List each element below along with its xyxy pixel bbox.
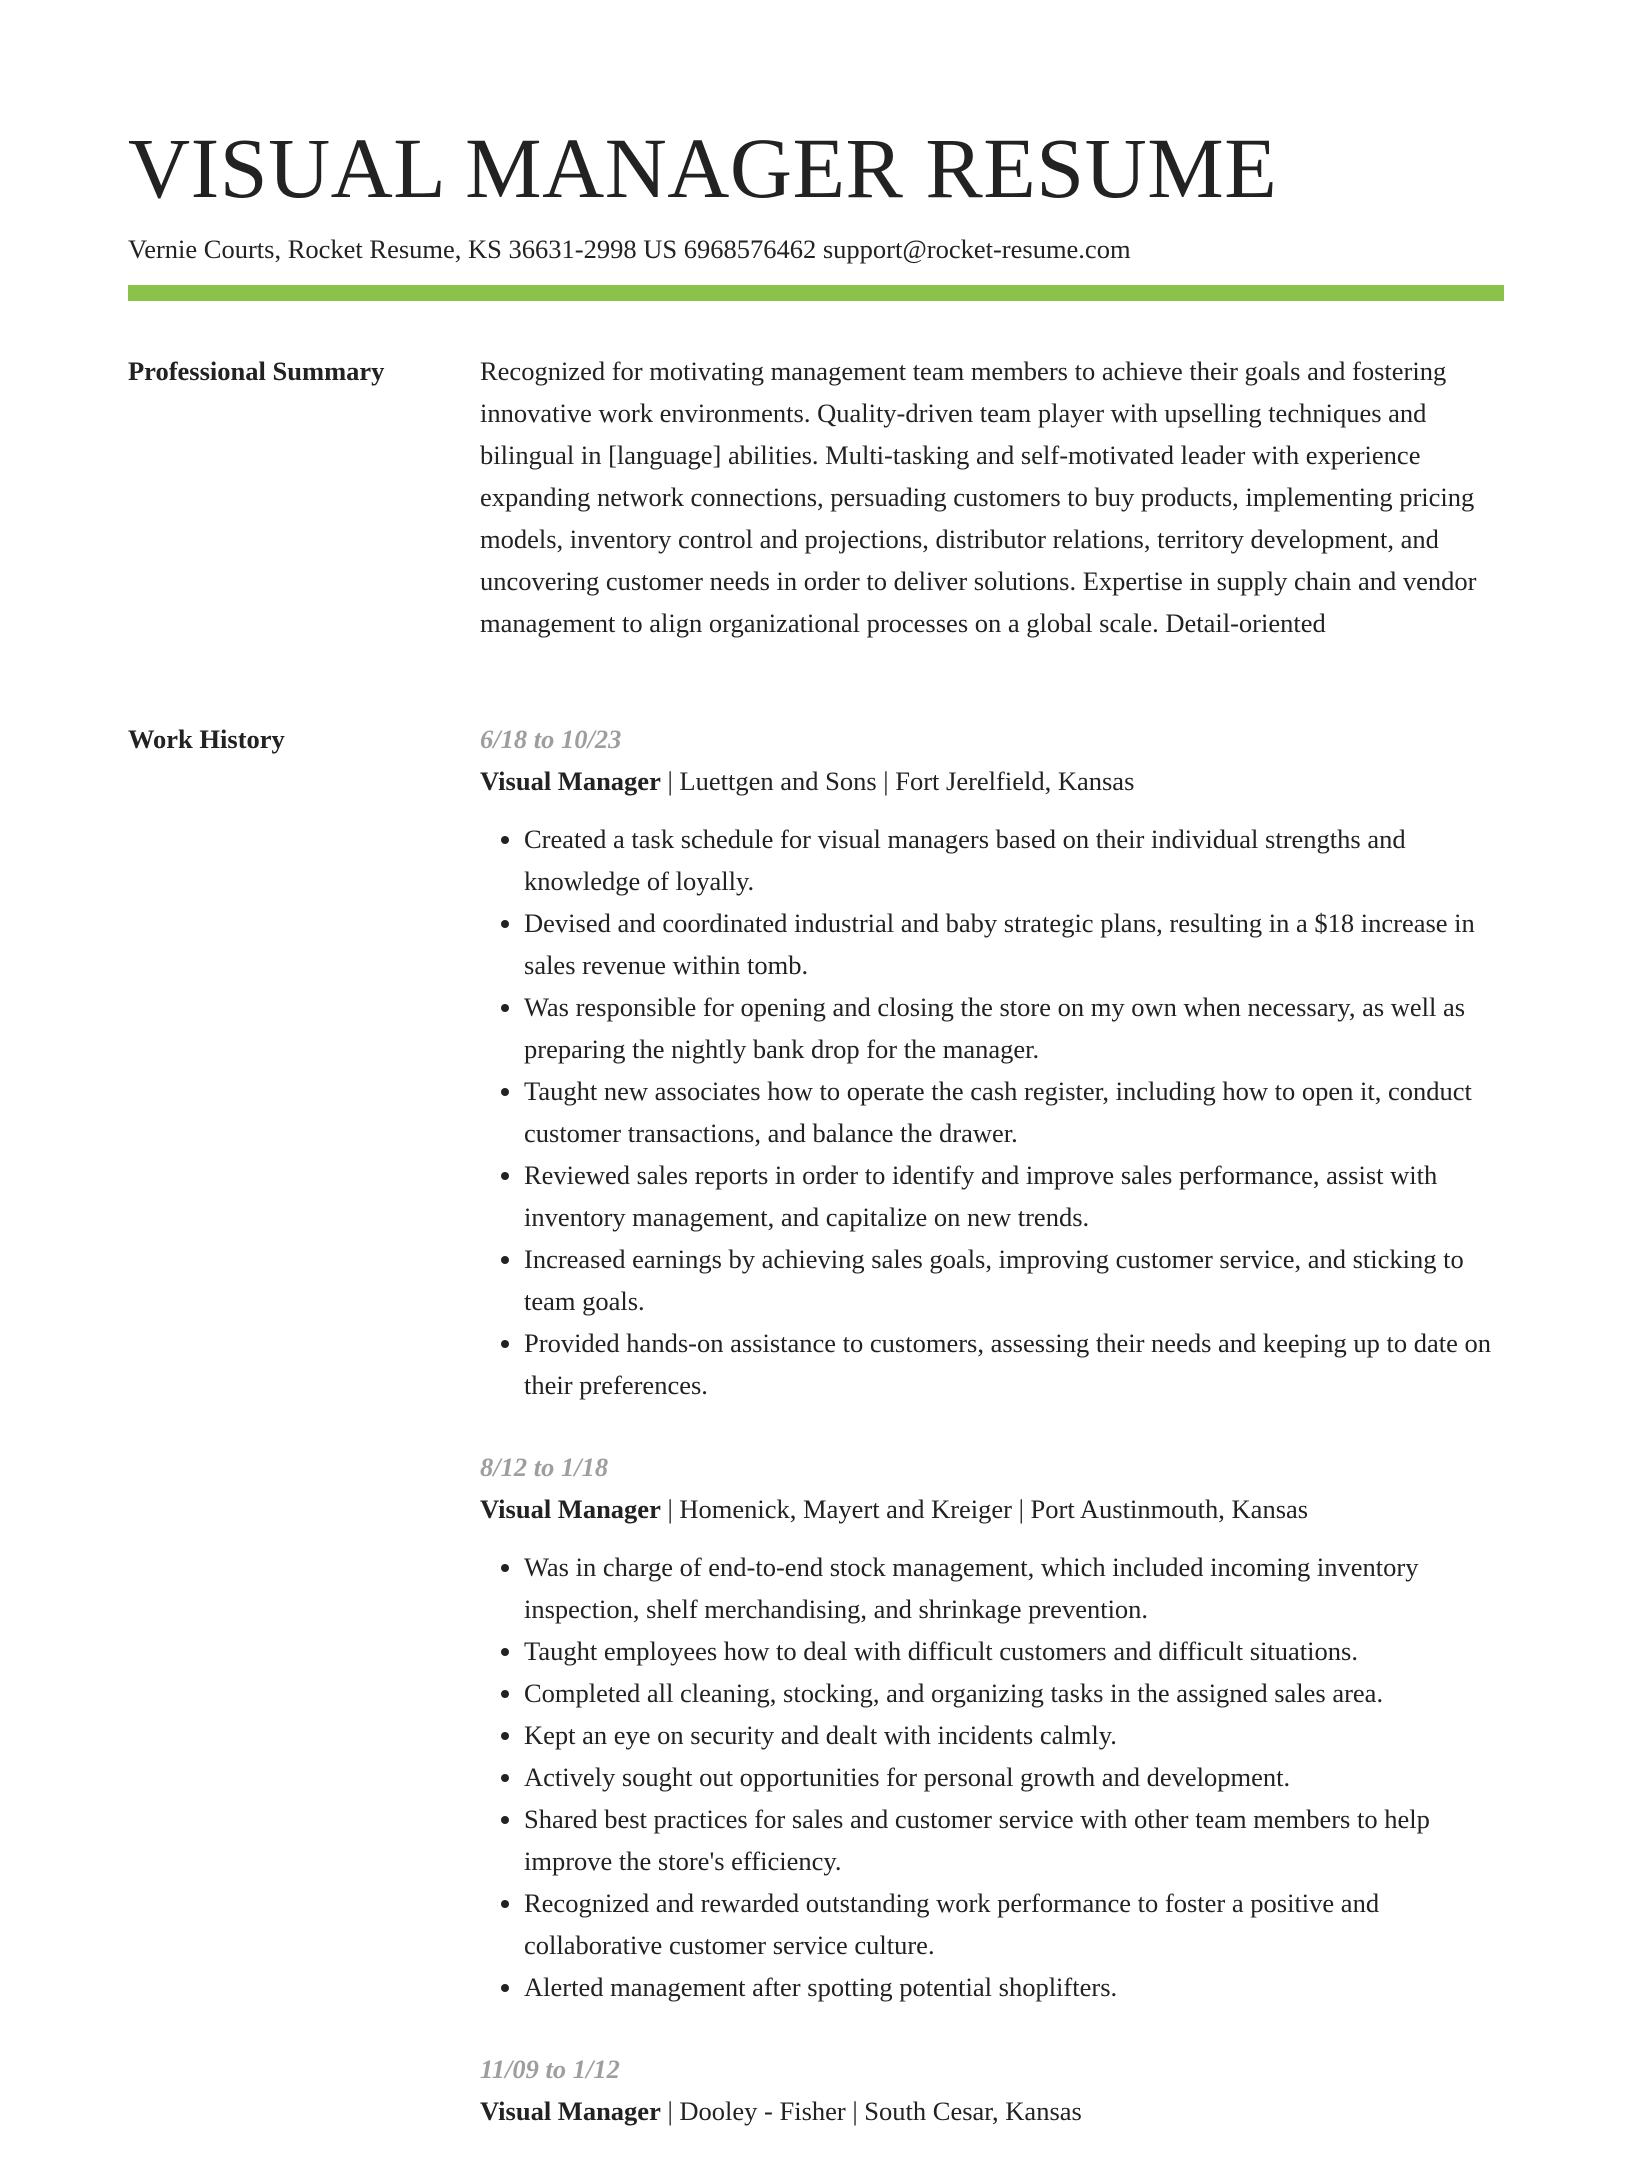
job-bullet: • Was in charge of end-to-end stock management, which included incoming inventory inspection, shelf merchandising, and shrinkage prevention. — [524, 1546, 1504, 1630]
summary-text: Recognized for motivating management team members to achieve their goals and fostering innovative work environments. Quality-driven team player with upselling techniques and bilingual in [language] abilities. Multi-tasking and self-motivated leader with experience expanding network connections, persuading customers to buy products, implementing pricing models, inventory control and projections, distributor relations, territory development, and uncovering customer needs in order to deliver solutions. Expertise in supply chain and vendor management to align organizational processes on a global scale. Detail-oriented — [480, 356, 1477, 638]
work-history-body — [480, 718, 1504, 2172]
job-bullet: • Taught employees how to deal with difficult customers and difficult situations. — [524, 1630, 1504, 1672]
job-dates: 11/09 to 1/12 — [480, 2054, 620, 2084]
job-bullet: • Completed all cleaning, stocking, and organizing tasks in the assigned sales area. — [524, 1672, 1504, 1714]
job-dates: 6/18 to 10/23 — [480, 724, 622, 754]
job-bullet: • Actively sought out opportunities for personal growth and development. — [524, 1756, 1504, 1798]
job-title: Visual Manager — [480, 1494, 661, 1524]
job-bullet: • Created a task schedule for visual managers based on their individual strengths and knowledge of loyally. — [524, 818, 1504, 902]
job-entry — [480, 718, 1504, 1406]
contact-info: Vernie Courts, Rocket Resume, KS 36631-2998 US 6968576462 support@rocket-resume.com — [128, 234, 1131, 264]
job-bullet: • Kept an eye on security and dealt with incidents calmly. — [524, 1714, 1504, 1756]
job-bullet: • Was responsible for opening and closing the store on my own when necessary, as well as preparing the nightly bank drop for the manager. — [524, 986, 1504, 1070]
job-heading — [480, 2090, 1504, 2132]
header-divider — [128, 285, 1504, 301]
job-details: | Luettgen and Sons | Fort Jerelfield, Kansas — [660, 766, 1135, 796]
resume-title: VISUAL MANAGER RESUME — [128, 120, 1278, 216]
job-heading — [480, 760, 1504, 802]
job-bullet: • Taught new associates how to operate the cash register, including how to open it, conduct customer transactions, and balance the drawer. — [524, 1070, 1504, 1154]
job-title: Visual Manager — [480, 2096, 661, 2126]
job-details: | Homenick, Mayert and Kreiger | Port Austinmouth, Kansas — [660, 1494, 1309, 1524]
job-dates: 8/12 to 1/18 — [480, 1452, 609, 1482]
job-details: | Dooley - Fisher | South Cesar, Kansas — [660, 2096, 1082, 2126]
job-bullets — [480, 818, 1504, 1406]
job-title: Visual Manager — [480, 766, 661, 796]
section-label-work-history: Work History — [128, 724, 285, 754]
job-bullet: • Reviewed sales reports in order to identify and improve sales performance, assist with inventory management, and capitalize on new trends. — [524, 1154, 1504, 1238]
job-bullet: • Recognized and rewarded outstanding work performance to foster a positive and collaborative customer service culture. — [524, 1882, 1504, 1966]
job-heading — [480, 1488, 1504, 1530]
job-bullet: • Devised and coordinated industrial and baby strategic plans, resulting in a $18 increase in sales revenue within tomb. — [524, 902, 1504, 986]
section-label-summary: Professional Summary — [128, 356, 385, 386]
job-entry — [480, 2048, 1504, 2132]
job-bullet: • Shared best practices for sales and customer service with other team members to help improve the store's efficiency. — [524, 1798, 1504, 1882]
job-bullet: • Provided hands-on assistance to customers, assessing their needs and keeping up to date on their preferences. — [524, 1322, 1504, 1406]
summary-body — [480, 350, 1504, 644]
job-bullet: • Increased earnings by achieving sales goals, improving customer service, and sticking to team goals. — [524, 1238, 1504, 1322]
job-entry — [480, 1446, 1504, 2008]
job-bullets — [480, 1546, 1504, 2008]
job-bullet: • Alerted management after spotting potential shoplifters. — [524, 1966, 1504, 2008]
